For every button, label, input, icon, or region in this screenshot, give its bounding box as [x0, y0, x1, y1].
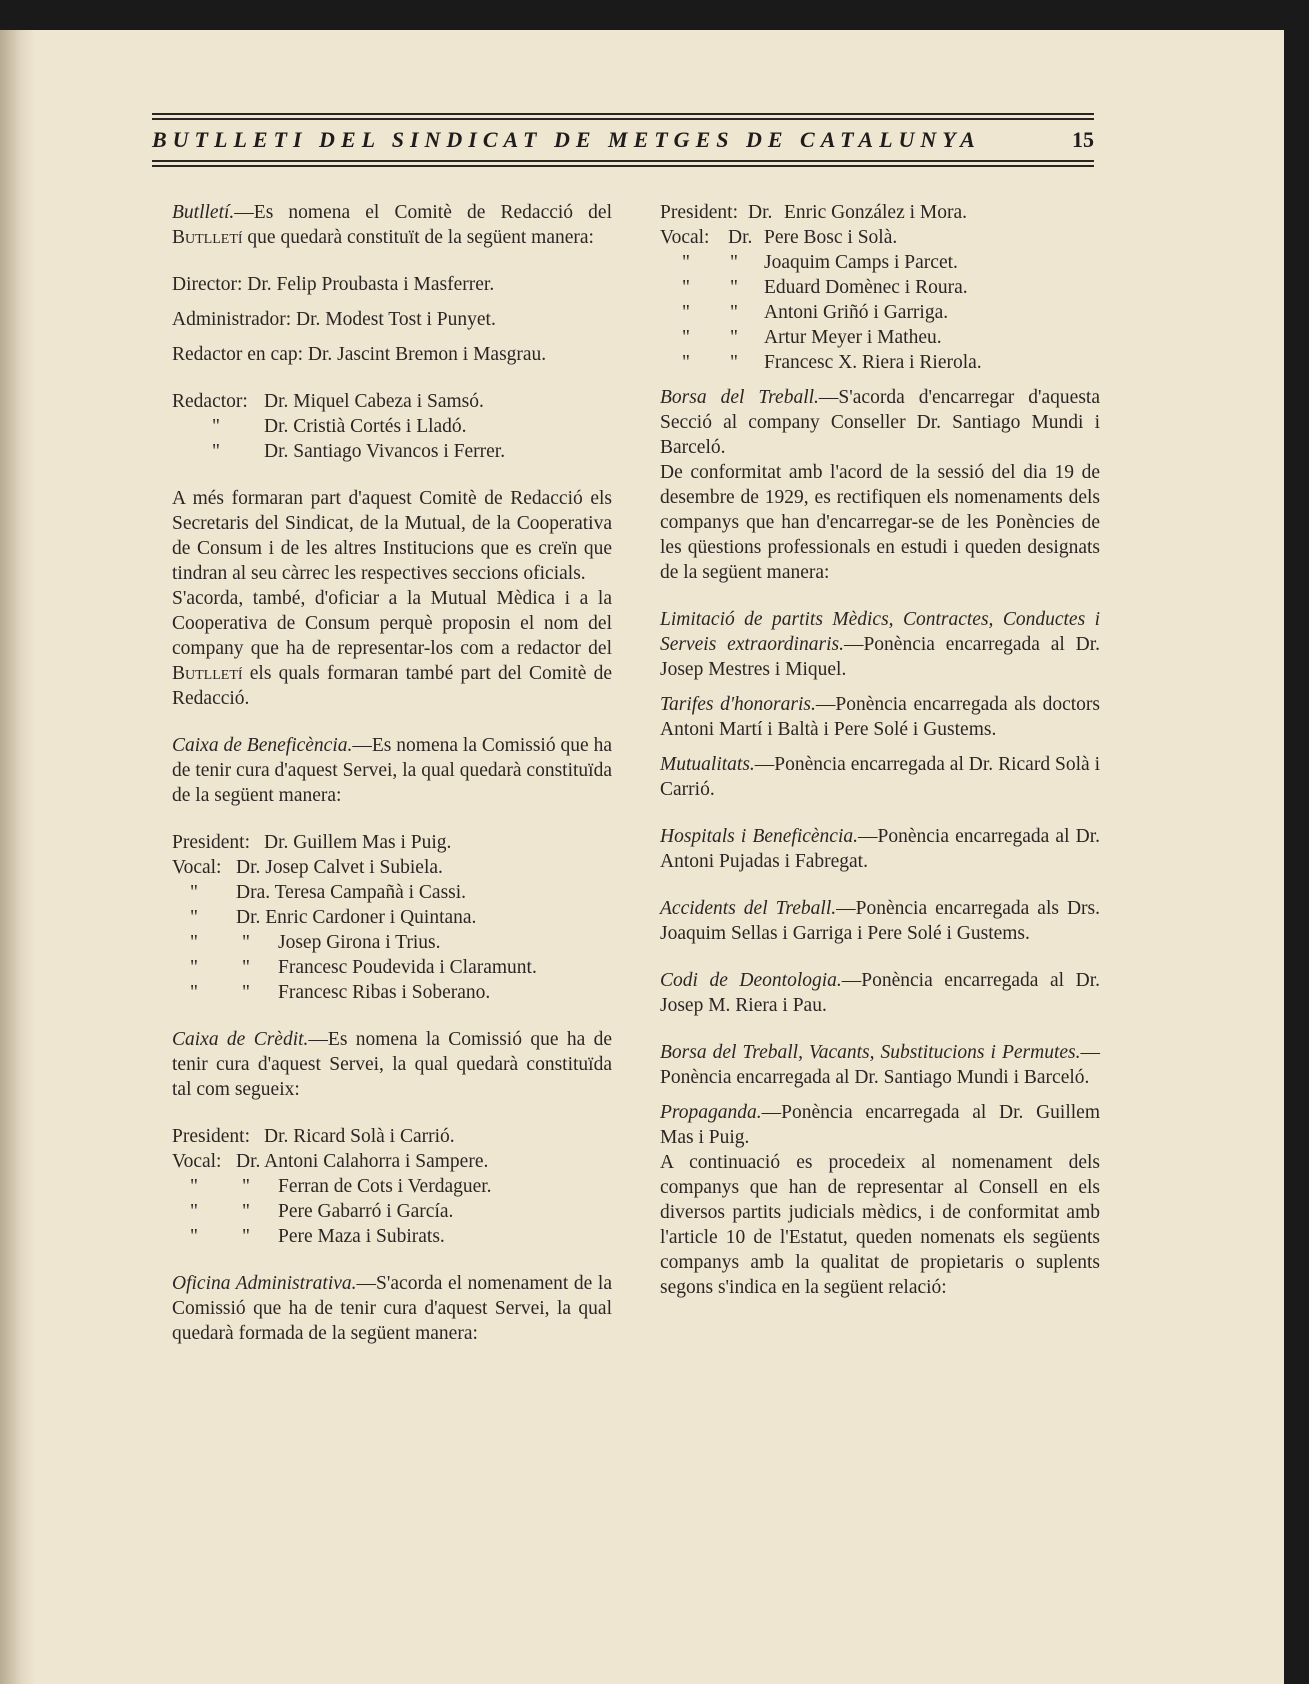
header-rule-bottom: [152, 160, 1094, 167]
administrador-line: Administrador: Dr. Modest Tost i Punyet.: [172, 309, 496, 330]
oficina-paragraph: Oficina Administrativa.—S'acorda el nomenament de la Comissió que ha de tenir cura d'aquest Servei, la qual quedarà formada de la següent manera:: [172, 1273, 612, 1344]
a-mes-paragraph: A més formaran part d'aquest Comitè de Redacció els Secretaris del Sindicat, de la Mutual, de la Cooperativa de Consum i de les altres Institucions que es creïn que tindran al seu càrrec les respectives seccions oficials.: [172, 488, 612, 584]
right-column: [640, 200, 1100, 1300]
list-item: Vocal: Dr. Antoni Calahorra i Sampere.: [172, 1151, 489, 1172]
ponencia-paragraph: Limitació de partits Mèdics, Contractes, Conductes i Serveis extraordinaris.—Ponència encarregada al Dr. Josep Mestres i Miquel.: [660, 609, 1100, 680]
list-item: " " Eduard Domènec i Roura.: [682, 277, 968, 298]
list-item: President: Dr. Guillem Mas i Puig.: [172, 832, 452, 853]
section-title: Butlletí.: [172, 202, 235, 223]
conformitat-paragraph: De conformitat amb l'acord de la sessió del dia 19 de desembre de 1929, es rectifiquen els nomenaments dels companys que han d'encarregar-se de les Ponències de les qüestions professionals en estudi i queden designats de la següent manera:: [660, 462, 1100, 583]
section-title: Tarifes d'honoraris.: [660, 694, 816, 715]
list-item: " " Ferran de Cots i Verdaguer.: [190, 1176, 492, 1197]
header-line: [152, 120, 1094, 160]
section-title: Hospitals i Beneficència.: [660, 826, 859, 847]
section-title: Codi de Deontologia.: [660, 970, 842, 991]
list-item: President: Dr. Enric González i Mora.: [660, 202, 968, 223]
section-title: Caixa de Beneficència.: [172, 735, 353, 756]
page: [0, 30, 1284, 1684]
list-item: " Dr. Cristià Cortés i Lladó.: [212, 416, 467, 437]
running-header: [152, 113, 1094, 167]
list-item: " " Francesc Ribas i Soberano.: [190, 982, 491, 1003]
oficina-members: [640, 200, 1100, 375]
list-item: " " Pere Maza i Subirats.: [190, 1226, 445, 1247]
borsa-paragraph: Borsa del Treball.—S'acorda d'encarregar d'aquesta Secció al company Conseller Dr. Santiago Mundi i Barceló.: [660, 387, 1100, 458]
ponencia-paragraph: Hospitals i Beneficència.—Ponència encarregada al Dr. Antoni Pujadas i Fabregat.: [660, 826, 1101, 872]
redactors-list: [152, 389, 612, 464]
header-rule-top: [152, 113, 1094, 120]
caixa-beneficencia-members: [152, 830, 612, 1005]
list-item: " Dr. Santiago Vivancos i Ferrer.: [212, 441, 506, 462]
section-title: Accidents del Treball.: [660, 898, 837, 919]
list-item: " Dra. Teresa Campañà i Cassi.: [190, 882, 467, 903]
section-title: Limitació de partits Mèdics, Contractes, Conductes i Serveis extraordinaris.: [660, 609, 1100, 655]
sacorda-paragraph: S'acorda, també, d'oficiar a la Mutual Mèdica i a la Cooperativa de Consum perquè proposin el nom del company que ha de representar-los com a redactor del Butlletí els quals formaran també part del Comitè de Redacció.: [172, 588, 612, 709]
list-item: Vocal: Dr. Pere Bosc i Solà.: [660, 227, 898, 248]
list-item: " " Josep Girona i Trius.: [190, 932, 441, 953]
ponencia-paragraph: Propaganda.—Ponència encarregada al Dr. Guillem Mas i Puig.: [660, 1102, 1100, 1148]
list-item: " " Artur Meyer i Matheu.: [682, 327, 942, 348]
section-title: Mutualitats.: [660, 754, 755, 775]
section-title: Propaganda.: [660, 1102, 762, 1123]
section-title: Borsa del Treball, Vacants, Substitucions i Permutes.: [660, 1042, 1081, 1063]
section-title: Caixa de Crèdit.: [172, 1029, 309, 1050]
caixa-credit-paragraph: Caixa de Crèdit.—Es nomena la Comissió que ha de tenir cura d'aquest Servei, la qual quedarà constituïda tal com segueix:: [172, 1029, 612, 1100]
butlleti-paragraph: Butlletí.—Es nomena el Comitè de Redacció del Butlletí que quedarà constituït de la següent manera:: [172, 202, 612, 248]
section-title: Oficina Administrativa.: [172, 1273, 357, 1294]
director-line: Director: Dr. Felip Proubasta i Masferrer.: [172, 274, 495, 295]
list-item: " Dr. Enric Cardoner i Quintana.: [190, 907, 477, 928]
page-number: 15: [1072, 127, 1094, 152]
list-item: " " Francesc Poudevida i Claramunt.: [190, 957, 537, 978]
ponencia-paragraph: Mutualitats.—Ponència encarregada al Dr. Ricard Solà i Carrió.: [660, 754, 1100, 800]
ponencia-paragraph: Tarifes d'honoraris.—Ponència encarregada als doctors Antoni Martí i Baltà i Pere Solé i Gustems.: [660, 694, 1101, 740]
list-item: " " Joaquim Camps i Parcet.: [682, 252, 958, 273]
list-item: " " Antoni Griñó i Garriga.: [682, 302, 949, 323]
caixa-beneficencia-paragraph: Caixa de Beneficència.—Es nomena la Comissió que ha de tenir cura d'aquest Servei, la qual quedarà constituïda de la següent manera:: [172, 735, 612, 806]
journal-title: BUTLLETI DEL SINDICAT DE METGES DE CATALUNYA: [152, 127, 981, 152]
caixa-credit-members: [152, 1124, 612, 1249]
ponencia-paragraph: Borsa del Treball, Vacants, Substitucions i Permutes.—Ponència encarregada al Dr. Santiago Mundi i Barceló.: [660, 1042, 1100, 1088]
list-item: " " Francesc X. Riera i Rierola.: [682, 352, 982, 373]
left-column: [152, 200, 612, 1346]
redactor-cap-line: Redactor en cap: Dr. Jascint Bremon i Masgrau.: [172, 344, 547, 365]
continuacio-paragraph: A continuació es procedeix al nomenament dels companys que han de representar al Consell en els diversos partits judicials mèdics, i de conformitat amb l'article 10 de l'Estatut, queden nomenats els següents companys amb la qualitat de propietaris o suplents segons s'indica en la següent relació:: [660, 1152, 1100, 1298]
section-title: Borsa del Treball.: [660, 387, 819, 408]
ponencia-paragraph: Codi de Deontologia.—Ponència encarregada al Dr. Josep M. Riera i Pau.: [660, 970, 1100, 1016]
list-item: President: Dr. Ricard Solà i Carrió.: [172, 1126, 455, 1147]
page-spine: [0, 30, 36, 1684]
ponencia-paragraph: Accidents del Treball.—Ponència encarregada als Drs. Joaquim Sellas i Garriga i Pere Solé i Gustems.: [660, 898, 1100, 944]
list-item: " " Pere Gabarró i García.: [190, 1201, 454, 1222]
list-item: Redactor: Dr. Miquel Cabeza i Samsó.: [172, 391, 484, 412]
list-item: Vocal: Dr. Josep Calvet i Subiela.: [172, 857, 443, 878]
